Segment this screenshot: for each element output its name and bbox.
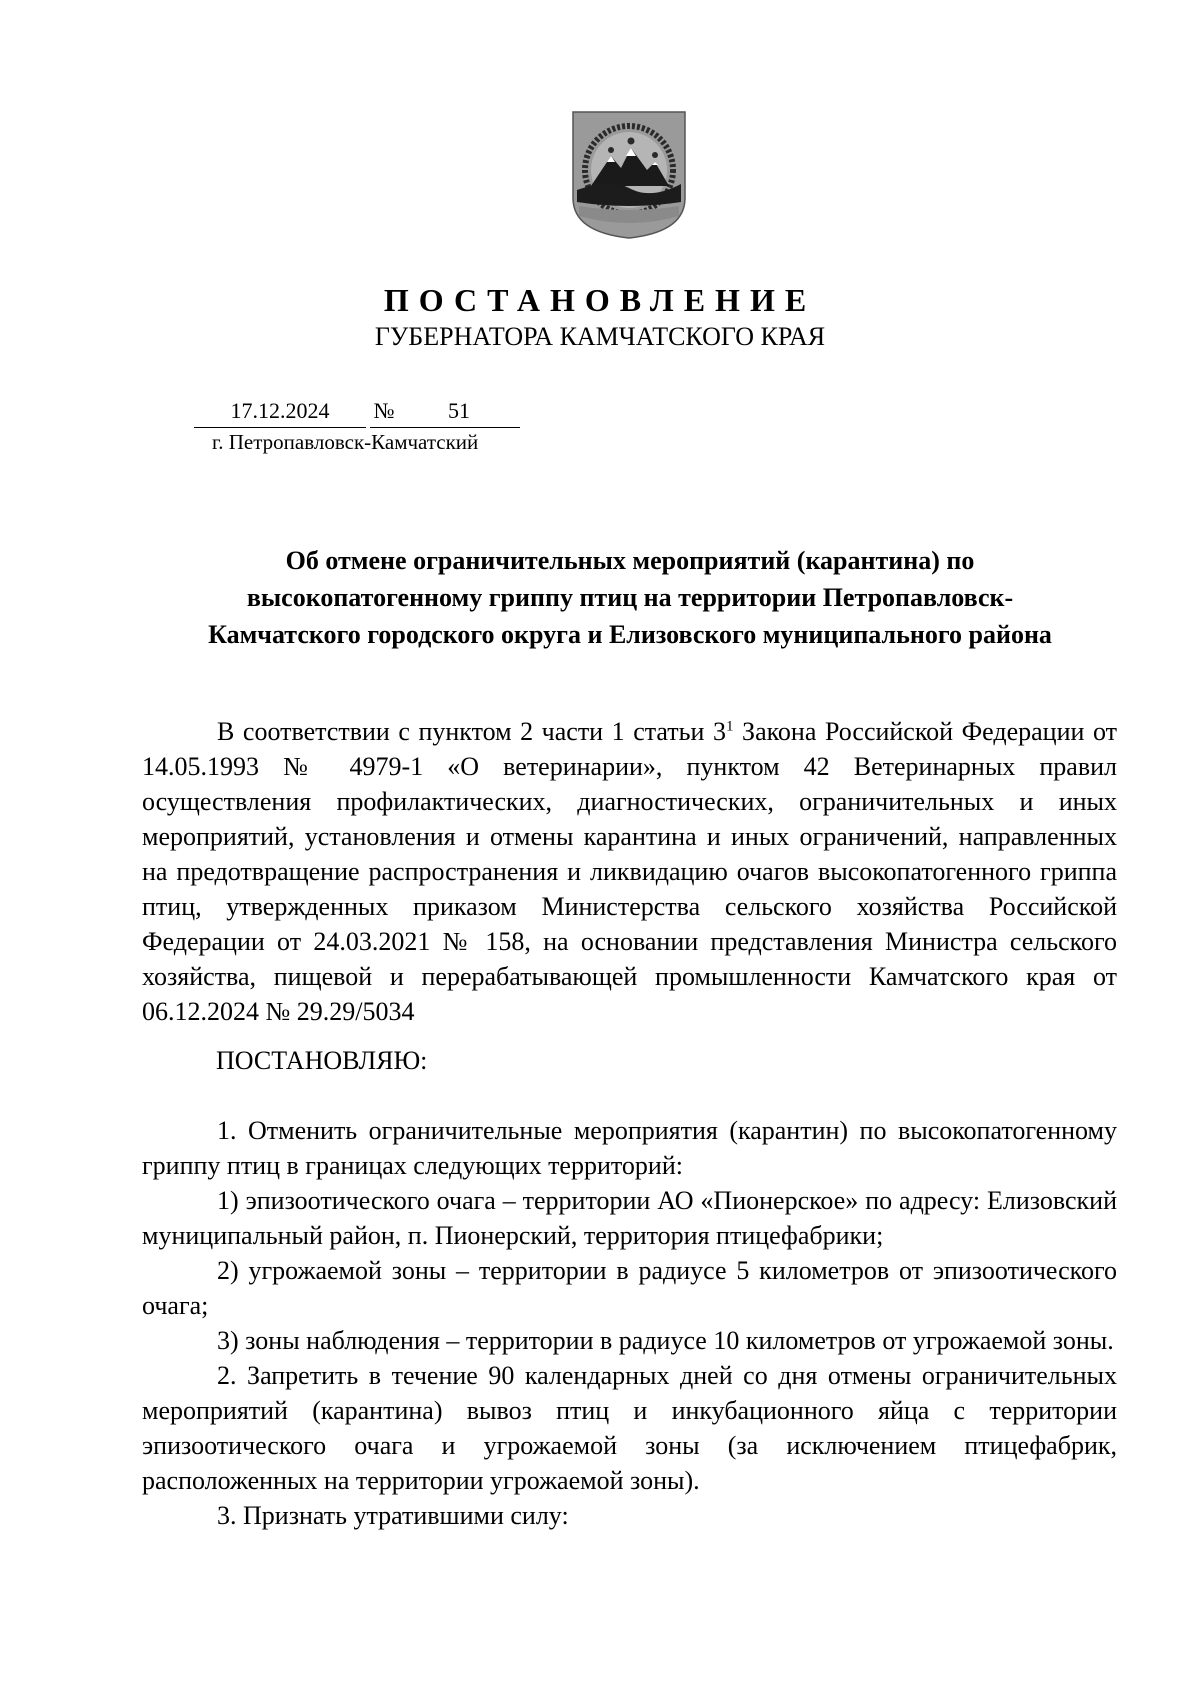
document-type-heading: ПОСТАНОВЛЕНИЕ [383, 282, 817, 318]
article-superscript: 1 [726, 718, 734, 735]
item-2: 2. Запретить в течение 90 календарных дней со дня отмены ограничительных мероприятий (карантина) вывоз птиц и инкубационного яйца с территории эпизоотического очага и угрожаемой зоны (за исключением птицефабрик, расположенных на территории угрожаемой зоны). [142, 1361, 1117, 1495]
preamble-paragraph [142, 714, 1117, 1029]
item-1-subitem-1: 1) эпизоотического очага – территории АО «Пионерское» по адресу: Елизовский муниципальный район, п. Пионерский, территория птицефабрики; [142, 1186, 1117, 1250]
issuer-heading: ГУБЕРНАТОРА КАМЧАТСКОГО КРАЯ [374, 322, 826, 351]
title-line-3: Камчатского городского округа и Елизовского муниципального района [208, 620, 1052, 649]
decree-word: ПОСТАНОВЛЯЮ: [216, 1046, 428, 1075]
coat-of-arms-emblem [571, 110, 687, 240]
item-1-subitem-2: 2) угрожаемой зоны – территории в радиусе 5 километров от эпизоотического очага; [142, 1256, 1117, 1320]
document-number: 51 [398, 397, 520, 428]
preamble-text-b: Закона Российской Федерации от 14.05.1993 № 4979-1 «О ветеринарии», пунктом 42 Ветеринарных правил осуществления профилактических, диагностических, ограничительных и иных мероприятий, установления и отмены карантина и иных ограничений, направленных на предотвращение распространения и ликвидацию очагов высокопатогенного гриппа птиц, утвержденных приказом Министерства сельского хозяйства Российской Федерации от 24.03.2021 № 158, на основании представления Министра сельского хозяйства, пищевой и перерабатывающей промышленности Камчатского края от 06.12.2024 № 29.29/5034 [142, 717, 1117, 1026]
item-3: 3. Признать утратившими силу: [217, 1501, 569, 1530]
document-title [140, 542, 1120, 653]
title-line-2: высокопатогенному гриппу птиц на территории Петропавловск- [246, 583, 1014, 612]
item-1: 1. Отменить ограничительные мероприятия (карантин) по высокопатогенному гриппу птиц в границах следующих территорий: [142, 1116, 1117, 1180]
item-1-subitem-3: 3) зоны наблюдения – территории в радиусе 10 километров от угрожаемой зоны. [217, 1326, 1114, 1355]
preamble [142, 714, 1117, 1029]
place-of-issue: г. Петропавловск-Камчатский [212, 430, 479, 454]
title-line-1: Об отмене ограничительных мероприятий (карантина) по [285, 546, 975, 575]
decree-items [142, 1113, 1117, 1533]
preamble-text-a: В соответствии с пунктом 2 части 1 статьи 3 [217, 717, 726, 746]
number-sign: № [370, 397, 398, 428]
document-date: 17.12.2024 [194, 397, 366, 428]
